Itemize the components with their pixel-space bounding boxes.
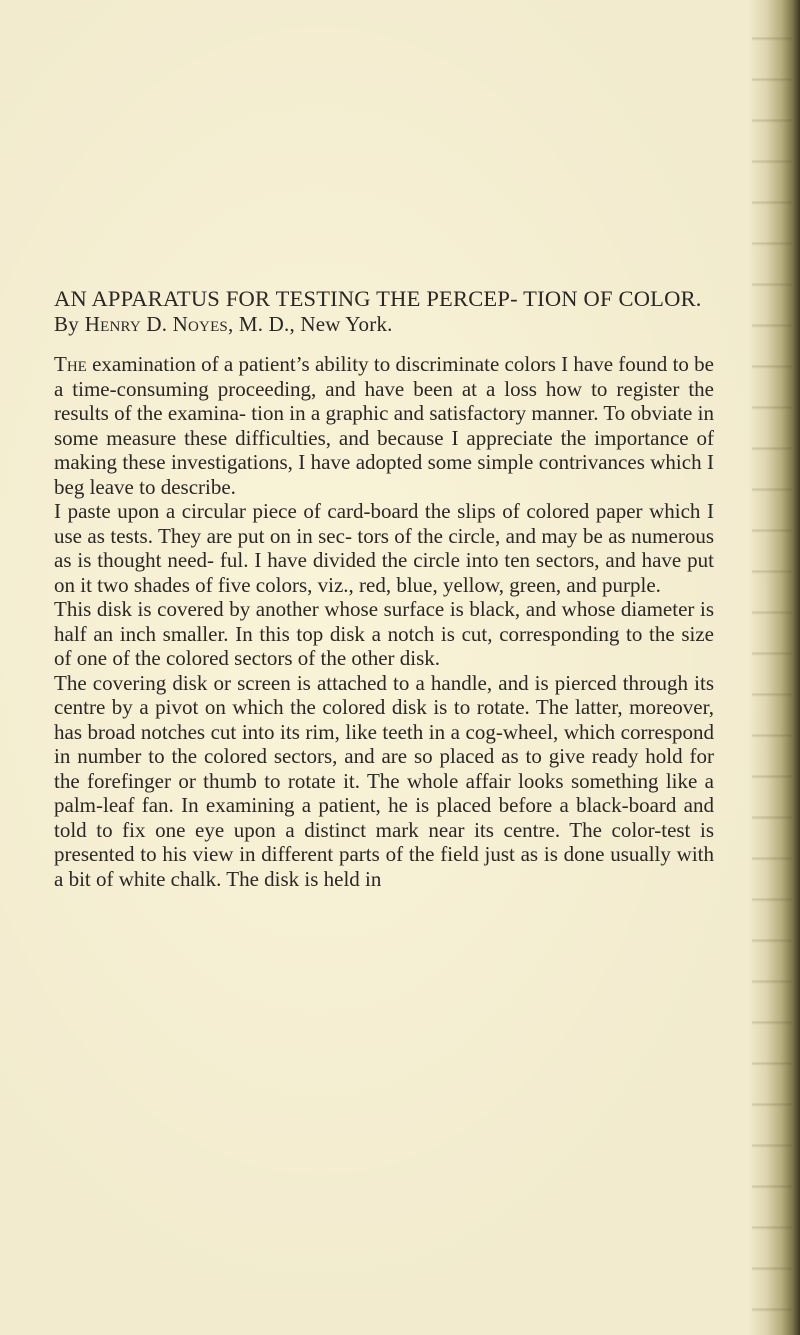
byline-by: By [54,311,79,336]
paragraph-text: examination of a patient’s ability to discriminate colors I have found to be a time-consuming proceeding, and have been at a loss how to register the results of the examina- tion in a graphic and satisfactory manner. To obviate in some measure these difficulties, and because I appreciate the importance of making these investigations, I have adopted some simple contrivances which I beg leave to describe. [54,352,714,499]
paragraph-3: This disk is covered by another whose surface is black, and whose diameter is half an inch smaller. In this top disk a notch is cut, corresponding to the size of one of the colored sectors of the other disk. [54,597,714,670]
paragraph-1 [54,352,714,499]
title-heading: AN APPARATUS FOR TESTING THE PERCEP- TION OF COLOR. [54,286,702,311]
author-credentials: , M. D., New York. [227,311,393,336]
book-edge-texture [752,0,792,1335]
article-title [54,287,714,336]
paragraph-4: The covering disk or screen is attached to a handle, and is pierced through its centre by a pivot on which the colored disk is to rotate. The latter, moreover, has broad notches cut into its rim, like teeth in a cog-wheel, which correspond in number to the colored sectors, and are so placed as to give ready hold for the forefinger or thumb to rotate it. The whole affair looks something like a palm-leaf fan. In examining a patient, he is placed before a black-board and told to fix one eye upon a distinct mark near its centre. The color-test is presented to his view in different parts of the field just as is done usually with a bit of white chalk. The disk is held in [54,670,714,891]
article [54,287,714,891]
author-name: Henry D. Noyes [84,311,228,336]
paragraph-lead: The [54,352,87,376]
paragraph-2: I paste upon a circular piece of card-board the slips of colored paper which I use as tests. They are put on in sec- tors of the circle, and may be as numerous as is thought need- ful. I have divided the circle into ten sectors, and have put on it two shades of five colors, viz., red, blue, yellow, green, and purple. [54,499,714,597]
